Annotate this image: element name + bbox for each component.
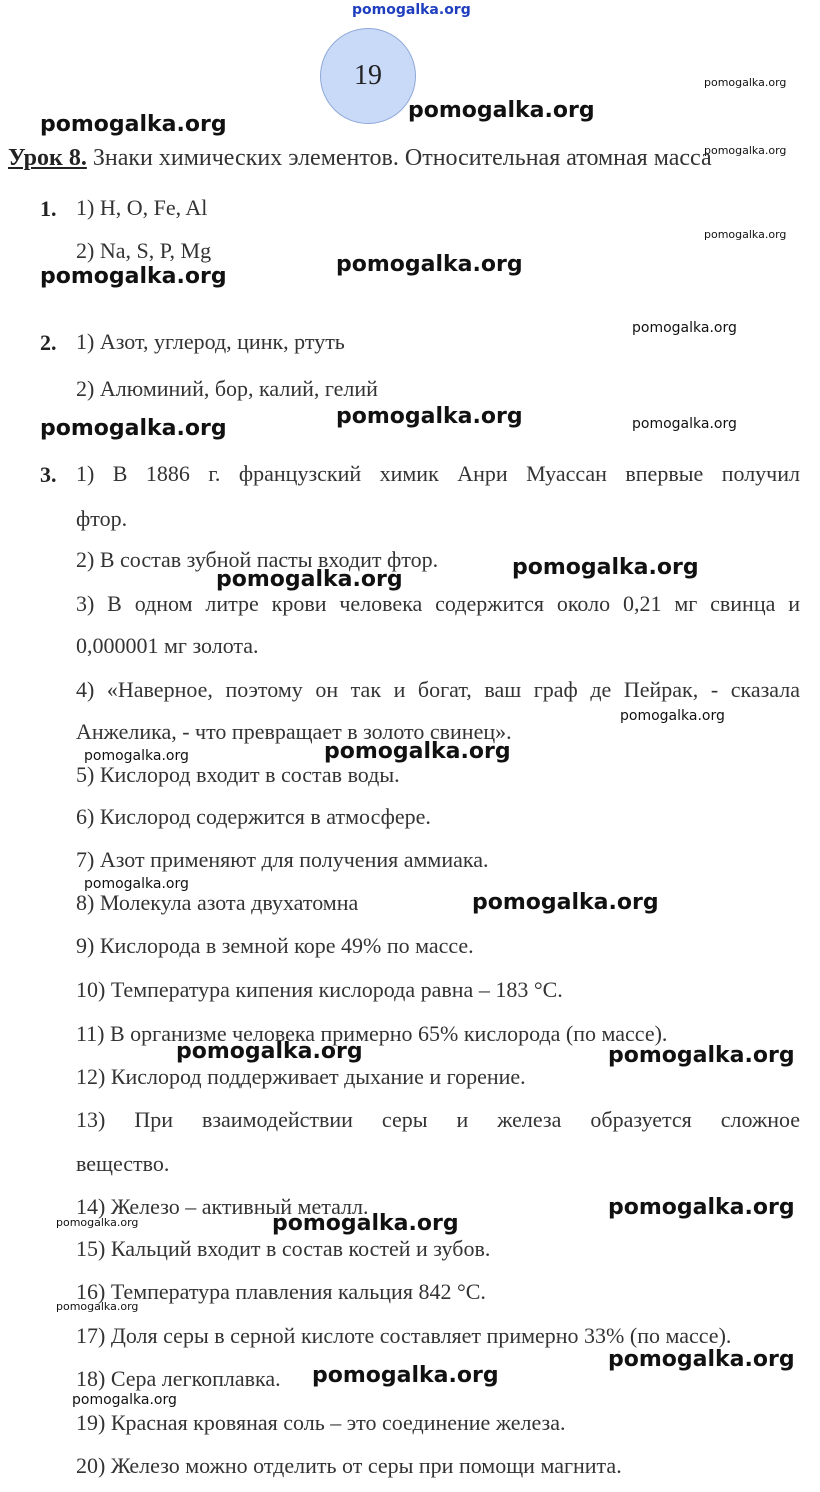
watermark: pomogalka.org (56, 1300, 139, 1313)
answer-line: 7) Азот применяют для получения аммиака. (76, 847, 489, 872)
watermark: pomogalka.org (56, 1216, 139, 1229)
answer-line: 5) Кислород входит в состав воды. (76, 762, 400, 787)
answer-line: 8) Молекула азота двухатомна (76, 890, 359, 915)
answer-line: 11) В организме человека примерно 65% кислорода (по массе). (76, 1021, 668, 1046)
answer-line: 2) Na, S, P, Mg (76, 238, 212, 263)
answer-line: 0,000001 мг золота. (76, 633, 259, 658)
watermark: pomogalka.org (72, 1392, 177, 1408)
watermark: pomogalka.org (620, 708, 725, 724)
answer-line: 15) Кальций входит в состав костей и зубов. (76, 1236, 491, 1261)
watermark: pomogalka.org (40, 264, 227, 289)
answer-line: 1) В 1886 г. французский химик Анри Муассан впервые получил (76, 461, 800, 486)
answer-line: 16) Температура плавления кальция 842 °С. (76, 1279, 486, 1304)
answer-line: 14) Железо – активный металл. (76, 1194, 369, 1219)
lesson-heading (8, 145, 712, 172)
answer-line: 2) Алюминий, бор, калий, гелий (76, 376, 378, 401)
lesson-title: Знаки химических элементов. Относительная атомная масса (86, 145, 712, 171)
page-number-badge (320, 28, 416, 124)
answer-line: 10) Температура кипения кислорода равна – 183 °С. (76, 977, 563, 1002)
watermark: pomogalka.org (704, 76, 787, 89)
answer-line: 18) Сера легкоплавка. (76, 1366, 281, 1391)
answer-line: 12) Кислород поддерживает дыхание и горение. (76, 1064, 526, 1089)
watermark: pomogalka.org (336, 404, 523, 429)
answer-line: 20) Железо можно отделить от серы при помощи магнита. (76, 1453, 622, 1478)
answer-line: Анжелика, - что превращает в золото свинец». (76, 719, 512, 744)
watermark: pomogalka.org (324, 739, 511, 764)
watermark: pomogalka.org (608, 1347, 795, 1372)
watermark: pomogalka.org (512, 555, 699, 580)
answer-line: 1) Азот, углерод, цинк, ртуть (76, 329, 345, 354)
answer-line: 17) Доля серы в серной кислоте составляет примерно 33% (по массе). (76, 1323, 732, 1348)
answer-line: 6) Кислород содержится в атмосфере. (76, 804, 431, 829)
watermark: pomogalka.org (40, 112, 227, 137)
answer-line: 13) При взаимодействии серы и железа образуется сложное (76, 1107, 800, 1132)
task-number: 3. (40, 462, 57, 487)
watermark: pomogalka.org (704, 144, 787, 157)
watermark: pomogalka.org (408, 98, 595, 123)
watermark: pomogalka.org (608, 1043, 795, 1068)
watermark: pomogalka.org (632, 320, 737, 336)
watermark: pomogalka.org (472, 890, 659, 915)
watermark: pomogalka.org (608, 1195, 795, 1220)
page-number: 19 (354, 60, 382, 91)
watermark: pomogalka.org (84, 748, 189, 764)
watermark: pomogalka.org (216, 567, 403, 592)
watermark: pomogalka.org (336, 252, 523, 277)
watermark: pomogalka.org (40, 416, 227, 441)
answer-line: 9) Кислорода в земной коре 49% по массе. (76, 933, 474, 958)
answer-line: 2) В состав зубной пасты входит фтор. (76, 547, 439, 572)
watermark: pomogalka.org (176, 1039, 363, 1064)
answer-line: 4) «Наверное, поэтому он так и богат, ваш граф де Пейрак, - сказала (76, 677, 800, 702)
answer-line: вещество. (76, 1151, 170, 1176)
watermark: pomogalka.org (272, 1211, 459, 1236)
lesson-number: Урок 8. (8, 145, 87, 171)
task-number: 2. (40, 330, 57, 355)
task-number: 1. (40, 196, 57, 221)
answer-line: фтор. (76, 506, 128, 531)
answer-line: 19) Красная кровяная соль – это соединение железа. (76, 1410, 566, 1435)
answer-line: 1) H, O, Fe, Al (76, 195, 208, 220)
answer-line: 3) В одном литре крови человека содержится около 0,21 мг свинца и (76, 591, 800, 616)
watermark: pomogalka.org (704, 228, 787, 241)
watermark: pomogalka.org (632, 416, 737, 432)
watermark-top: pomogalka.org (352, 2, 471, 18)
watermark: pomogalka.org (312, 1363, 499, 1388)
watermark: pomogalka.org (84, 876, 189, 892)
